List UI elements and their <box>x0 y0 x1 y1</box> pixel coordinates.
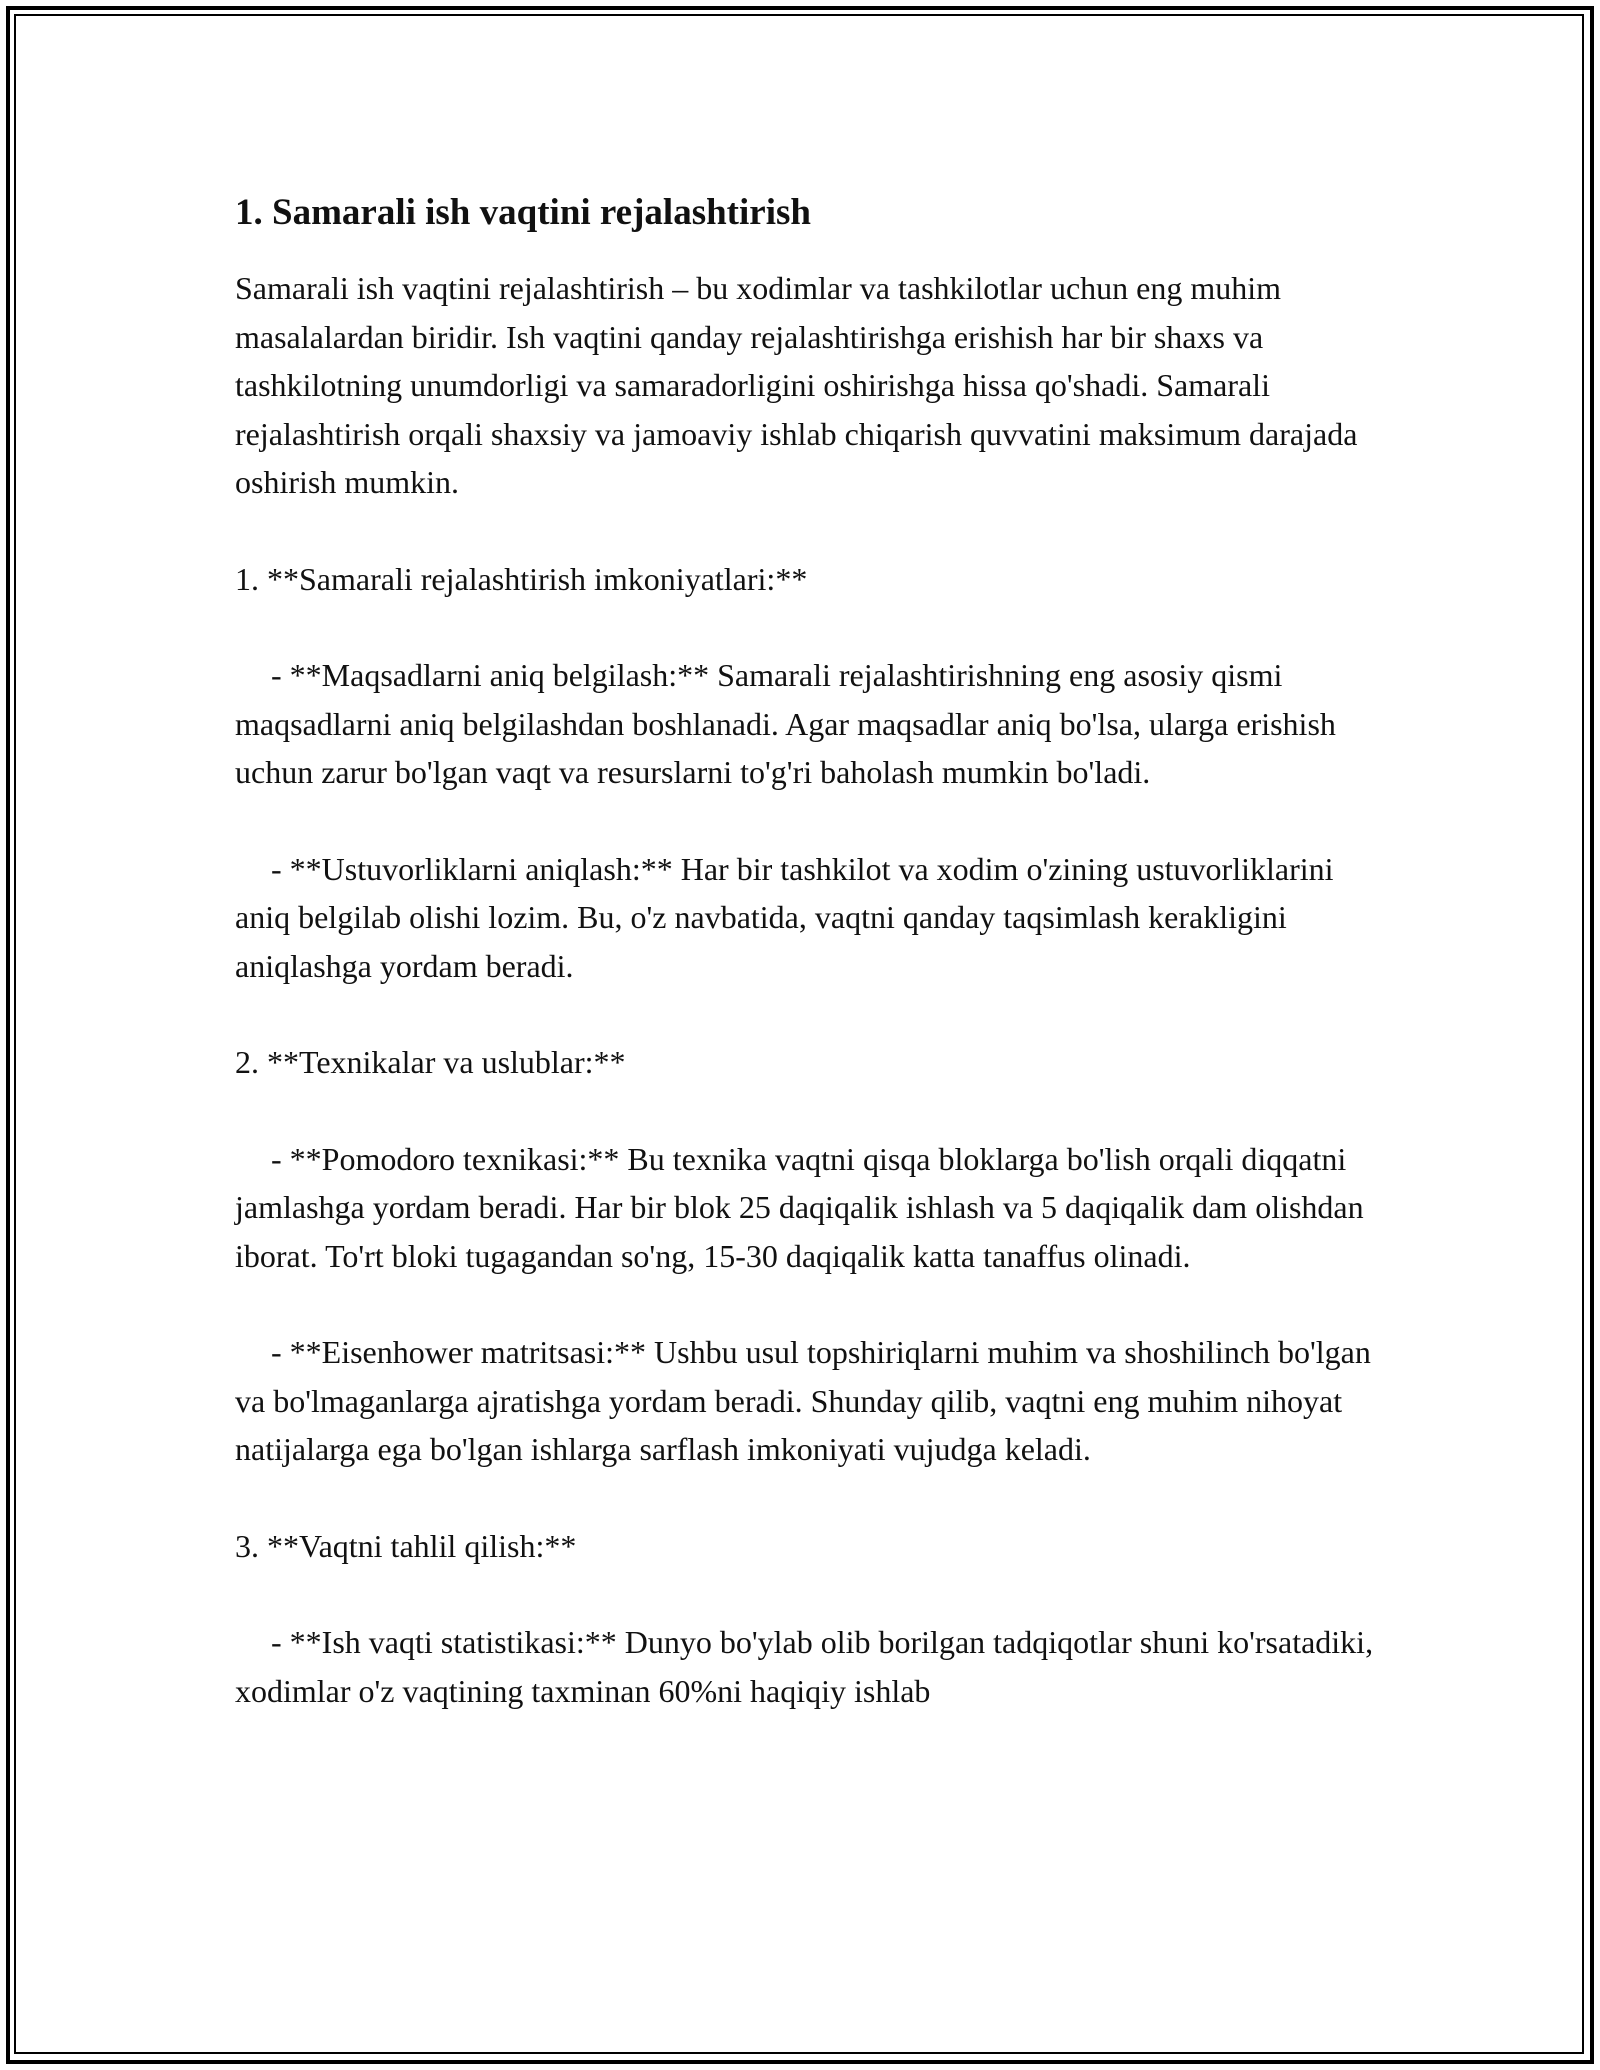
intro-paragraph: Samarali ish vaqtini rejalashtirish – bu xodimlar va tashkilotlar uchun eng muhim masalalardan biridir. Ish vaqtini qanday rejalashtirishga erishish har bir shaxs va tashkilotning unumdorligi va samaradorligini oshirishga hissa qo'shadi. Samarali rejalashtirish orqali shaxsiy va jamoaviy ishlab chiqarish quvvatini maksimum darajada oshirish mumkin. <box>235 270 1366 500</box>
list-heading-2: 2. **Texnikalar va uslublar:** <box>235 1044 626 1080</box>
list-item-eisenhower: - **Eisenhower matritsasi:** Ushbu usul topshiriqlarni muhim va shoshilinch bo'lgan va bo'lmaganlarga ajratishga yordam beradi. Shunday qilib, vaqtni eng muhim nihoyat natijalarga ega bo'lgan ishlarga sarflash imkoniyati vujudga keladi. <box>235 1334 1379 1467</box>
list-heading-1: 1. **Samarali rejalashtirish imkoniyatlari:** <box>235 560 808 597</box>
list-item-pomodoro: - **Pomodoro texnikasi:** Bu texnika vaqtni qisqa bloklarga bo'lish orqali diqqatni jamlashga yordam beradi. Har bir blok 25 daqiqalik ishlash va 5 daqiqalik dam olishdan iborat. To'rt bloki tugagandan so'ng, 15-30 daqiqalik katta tanaffus olinadi. <box>235 1140 1372 1274</box>
document-body <box>235 186 1385 1763</box>
list-item-ustuvorliklar: - **Ustuvorliklarni aniqlash:** Har bir tashkilot va xodim o'zining ustuvorliklarini aniq belgilab olishi lozim. Bu, o'z navbatida, vaqtni qanday taqsimlash kerakligini aniqlashga yordam beradi. <box>235 850 1342 984</box>
section-heading: 1. Samarali ish vaqtini rejalashtirish <box>235 192 811 233</box>
list-heading-3: 3. **Vaqtni tahlil qilish:** <box>235 1527 577 1564</box>
list-item-statistika: - **Ish vaqti statistikasi:** Dunyo bo'ylab olib borilgan tadqiqotlar shuni ko'rsatadiki, xodimlar o'z vaqtining taxminan 60%ni haqiqiy ishlab <box>235 1624 1382 1709</box>
list-item-maqsadlar: - **Maqsadlarni aniq belgilash:** Samarali rejalashtirishning eng asosiy qismi maqsadlarni aniq belgilashdan boshlanadi. Agar maqsadlar aniq bo'lsa, ularga erishish uchun zarur bo'lgan vaqt va resurslarni to'g'ri baholash mumkin bo'ladi. <box>235 657 1344 790</box>
